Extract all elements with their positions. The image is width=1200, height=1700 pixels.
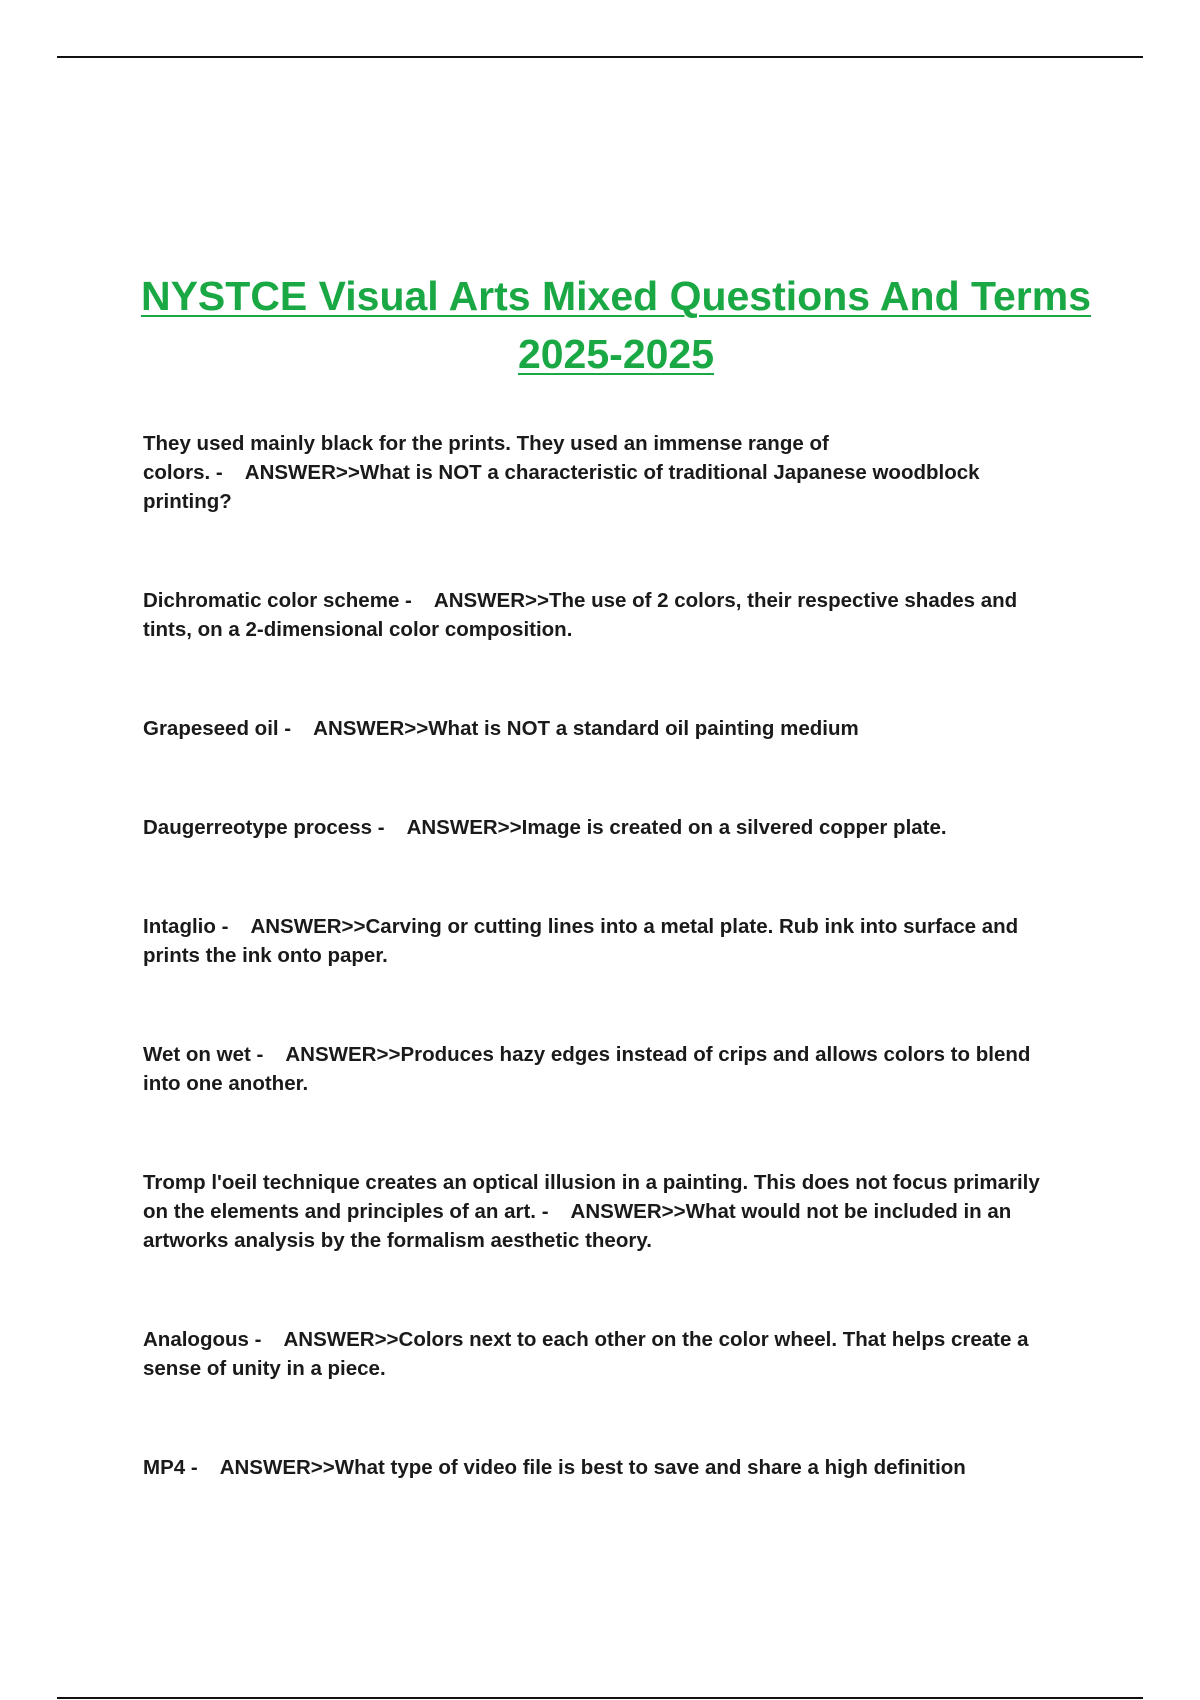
entry-separator: - [399, 589, 434, 612]
answer-marker: ANSWER>> [406, 816, 522, 839]
answer-marker: ANSWER>> [433, 589, 549, 612]
qa-entry [143, 1040, 1063, 1098]
answer-marker: ANSWER>> [244, 461, 360, 484]
answer-marker: ANSWER>> [313, 717, 429, 740]
entry-term: Daugerreotype process [143, 816, 373, 839]
answer-marker: ANSWER>> [570, 1200, 686, 1223]
entry-answer: Produces hazy edges instead of crips and allows colors to blend into one another. [143, 1043, 1037, 1095]
entry-answer: Carving or cutting lines into a metal plate. Rub ink into surface and prints the ink onto paper. [143, 915, 1024, 967]
answer-marker: ANSWER>> [285, 1043, 401, 1066]
entry-answer: What is NOT a characteristic of traditional Japanese woodblock printing? [143, 461, 986, 513]
qa-entry [143, 813, 1063, 842]
answer-marker: ANSWER>> [283, 1328, 399, 1351]
entry-term: Grapeseed oil [143, 717, 279, 740]
entry-answer: What type of video file is best to save and share a high definition [334, 1456, 966, 1479]
entry-term: Dichromatic color scheme [143, 589, 400, 612]
entry-term: Wet on wet [143, 1043, 251, 1066]
entry-term: They used mainly black for the prints. They used an immense range of colors. [143, 432, 835, 484]
entry-term: Intaglio [143, 915, 216, 938]
document-title: NYSTCE Visual Arts Mixed Questions And Terms 2025-2025 [140, 273, 1092, 378]
answer-marker: ANSWER>> [219, 1456, 335, 1479]
entry-separator: - [185, 1456, 220, 1479]
qa-entry [143, 714, 1063, 743]
entry-term: Tromp l'oeil technique creates an optical illusion in a painting. This does not focus primarily on the elements and principles of an art. [143, 1171, 1046, 1223]
entry-separator: - [278, 717, 314, 740]
entry-answer: Image is created on a silvered copper plate. [521, 816, 947, 839]
qa-entry [143, 1453, 1063, 1482]
header-rule [57, 56, 1143, 58]
entry-answer: Colors next to each other on the color wheel. That helps create a sense of unity in a piece. [143, 1328, 1035, 1380]
entry-separator: - [372, 816, 407, 839]
entry-separator: - [215, 915, 251, 938]
qa-entry [143, 1168, 1063, 1255]
entry-answer: What would not be included in an artworks analysis by the formalism aesthetic theory. [143, 1200, 1018, 1252]
entry-term: Analogous [143, 1328, 249, 1351]
entry-answer: The use of 2 colors, their respective shades and tints, on a 2-dimensional color composition. [143, 589, 1023, 641]
entry-separator: - [536, 1200, 571, 1223]
entry-separator: - [250, 1043, 286, 1066]
qa-list [143, 429, 1063, 1482]
entry-separator: - [210, 461, 245, 484]
entry-term: MP4 [143, 1456, 186, 1479]
entry-separator: - [248, 1328, 284, 1351]
qa-entry [143, 912, 1063, 970]
answer-marker: ANSWER>> [250, 915, 366, 938]
footer-rule [57, 1697, 1143, 1699]
qa-entry [143, 429, 1063, 516]
qa-entry [143, 1325, 1063, 1383]
qa-entry [143, 586, 1063, 644]
entry-answer: What is NOT a standard oil painting medium [428, 717, 859, 740]
